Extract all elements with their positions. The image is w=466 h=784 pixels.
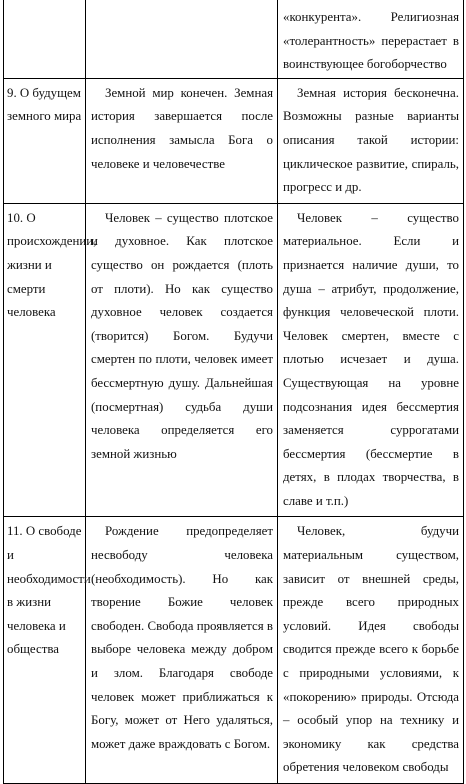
table-row — [4, 517, 464, 784]
secular-view-cell — [278, 0, 464, 78]
religious-view-text: Земной мир конечен. Земная история завершается после исполнения замысла Бога о человеке и человечестве — [91, 85, 273, 171]
religious-view-text: Человек – существо плотское и духовное. Как плотское существо он рождается (плоть от плоти). Но как существо духовное человек создается (творится) Богом. Будучи смертен по плоти, человек имеет бессмертную душу. Дальнейшая (посмертная) судьба души человека определяется его земной жизнью — [91, 210, 273, 461]
topic-cell: 10. О происхождении, жизни и смерти человека — [4, 203, 86, 517]
topic-cell: 11. О свободе и необходимости в жизни человека и общества — [4, 517, 86, 784]
secular-view-text: Человек, будучи материальным существом, зависит от внешней среды, прежде всего природных условий. Идея свободы сводится прежде всего к борьбе с природными условиями, к «покорению» природы. Отсюда – особый упор на технику и экономику как средства обретения человеком свободы — [283, 524, 459, 775]
comparison-table — [3, 0, 464, 784]
table-row — [4, 78, 464, 203]
secular-view-text: «конкурента». Религиозная «толерантность» перерастает в воинствующее богоборчество — [283, 10, 459, 72]
religious-view-cell — [86, 78, 278, 203]
table-row — [4, 203, 464, 517]
topic-cell: 9. О будущем земного мира — [4, 78, 86, 203]
table-row — [4, 0, 464, 78]
secular-view-text: Земная история бесконечна. Возможны разные варианты описания такой истории: циклическое развитие, спираль, прогресс и др. — [283, 85, 459, 195]
secular-view-cell — [278, 78, 464, 203]
religious-view-cell — [86, 0, 278, 78]
secular-view-text: Человек – существо материальное. Если и признается наличие души, то душа – атрибут, продолжение, функция человеческой плоти. Человек смертен, вместе с плотью исчезает и душа. Существующая на уровне подсознания идея бессмертия заменяется суррогатами бессмертия (бессмертие в детях, в плодах творчества, в славе и т.п.) — [283, 210, 459, 508]
religious-view-text: Рождение предопределяет несвободу человека (необходимость). Но как творение Божие человек свободен. Свобода проявляется в выборе человека между добром и злом. Благодаря свободе человек может приближаться к Богу, может от Него удаляться, может даже враждовать с Богом. — [91, 524, 273, 751]
religious-view-cell — [86, 517, 278, 784]
religious-view-cell — [86, 203, 278, 517]
topic-cell — [4, 0, 86, 78]
secular-view-cell — [278, 517, 464, 784]
secular-view-cell — [278, 203, 464, 517]
